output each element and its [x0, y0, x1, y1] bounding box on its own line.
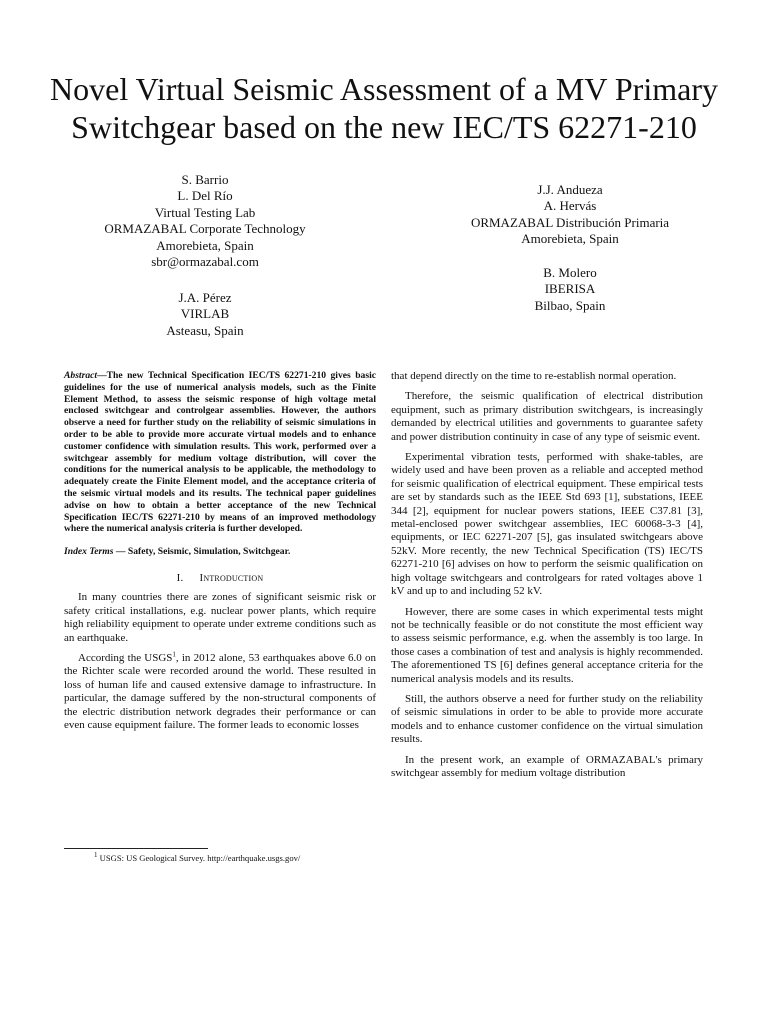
- footnote-text: USGS: US Geological Survey. http://earthquake.usgs.gov/: [97, 853, 301, 863]
- right-paragraph-0: that depend directly on the time to re-establish normal operation.: [391, 370, 677, 382]
- author-line: sbr@ormazabal.com: [151, 254, 259, 270]
- section-heading: [64, 572, 376, 585]
- footnote-divider: [64, 848, 208, 849]
- intro-paragraph-1: In many countries there are zones of significant seismic risk or safety critical installations, e.g. nuclear power plants, which require high reliability equipment to operate under extreme conditions such as an earthquake.: [64, 591, 376, 644]
- section-number: I.: [176, 571, 184, 584]
- author-line: Amorebieta, Spain: [521, 231, 619, 247]
- author-line: ORMAZABAL Corporate Technology: [104, 221, 306, 237]
- paper-title: Novel Virtual Seismic Assessment of a MV Primary Switchgear based on the new IEC/TS 62271-210: [50, 71, 718, 145]
- right-paragraph-4: Still, the authors observe a need for further study on the reliability of seismic simulations in order to be able to provide more accurate models and to enhance customer confidence on the virtual simulation results.: [391, 692, 703, 746]
- left-column: [64, 370, 376, 739]
- right-paragraph-5: In the present work, an example of ORMAZABAL's primary switchgear assembly for medium voltage distribution: [391, 753, 703, 779]
- author-block-andueza: [440, 182, 700, 248]
- index-terms: [64, 546, 376, 558]
- author-line: J.A. Pérez: [178, 290, 232, 305]
- right-column: [391, 370, 703, 787]
- right-paragraph-3: However, there are some cases in which experimental tests might not be technically feasible or do not constitute the most efficient way to assess seismic performance, e.g. when the assembly is too large. In those cases a combination of test and analysis is highly recommended. The aforementioned TS [6] defines general acceptance criteria for the numerical analysis models and its results.: [391, 605, 703, 685]
- author-line: S. Barrio: [181, 172, 229, 187]
- footnote: [64, 853, 376, 864]
- author-line: Asteasu, Spain: [166, 322, 244, 338]
- author-line: IBERISA: [544, 281, 596, 297]
- author-block-barrio: [90, 172, 320, 270]
- intro-paragraph-2: [64, 652, 376, 732]
- author-block-perez: [90, 290, 320, 339]
- abstract-text: The new Technical Specification IEC/TS 62271-210 gives basic guidelines for the use of numerical analysis models, such as the Finite Element Method, to assess the seismic response of high voltage metal enclosed switchgear and controlgear assemblies. However, the authors observe a need for further study on the reliability of seismic simulations in order to be able to provide more accurate virtual models and to enhance customer confidence with simulation results. This work, performed over a switchgear assembly for medium voltage distribution, will cover the conditions for the numerical analysis to be applicable, the methodology to adequately create the Finite Element model, and the acceptance criteria of the seismic virtual models and its results. The technical paper guidelines advise on how to obtain a better acceptance of the new Technical Specification IEC/TS 62271-210 by means of an improved methodology where the numerical analysis criteria is further developed.: [64, 370, 376, 535]
- author-line: L. Del Río: [177, 188, 233, 204]
- author-line: J.J. Andueza: [537, 182, 603, 197]
- index-terms-label: Index Terms: [64, 546, 114, 558]
- abstract-dash: —: [97, 370, 107, 381]
- footnote-ref: 1: [172, 650, 176, 659]
- author-line: Amorebieta, Spain: [156, 237, 254, 253]
- author-line: Bilbao, Spain: [534, 297, 606, 313]
- abstract-label: Abstract: [64, 370, 98, 381]
- author-line: Virtual Testing Lab: [154, 204, 256, 220]
- right-paragraph-1: Therefore, the seismic qualification of electrical distribution equipment, such as primary distribution switchgears, is increasingly demanded by electrical utilities and governments to guarantee safety and power distribution continuity in case of any type of seismic event.: [391, 390, 703, 443]
- author-line: A. Hervás: [543, 198, 597, 214]
- section-title: Introduction: [199, 571, 264, 584]
- author-line: B. Molero: [543, 265, 597, 280]
- index-terms-separator: —: [113, 546, 128, 558]
- intro-paragraph-2-start: According the USGS: [78, 651, 173, 664]
- author-block-molero: [440, 265, 700, 314]
- author-line: ORMAZABAL Distribución Primaria: [470, 214, 670, 230]
- index-terms-text: Safety, Seismic, Simulation, Switchgear.: [127, 546, 291, 558]
- intro-paragraph-2-rest: , in 2012 alone, 53 earthquakes above 6.0 on the Richter scale were recorded around the world. These resulted in loss of human life and caused extensive damage to infrastructure. In particular, the damage suffered by the non-structural components of the electric distribution network degrades their performance or can even cause equipment failure. The former leads to economic losses: [64, 651, 376, 732]
- right-paragraph-2: Experimental vibration tests, performed with shake-tables, are widely used and have been proven as a reliable and accepted method for seismic qualification of electrical equipment. These empirical tests are set by standards such as the IEEE Std 693 [1], substations, IEEE 344 [2], equipment for nuclear powers stations, IEEE C37.81 [3], metal-enclosed power switchgear assemblies, IEC 60068-3-3 [4], equipments, or IEC 62271-207 [5], gas insulated switchgears above 52kV. More recently, the new Technical Specification (TS) IEC/TS 62271-210 [6] advises on how to perform the seismic qualification on high voltage switchgears and controlgears for rated voltages above 1 kV and up to and including 52 kV.: [391, 451, 703, 598]
- abstract: [64, 370, 376, 535]
- footnote-mark: 1: [94, 851, 98, 860]
- author-line: VIRLAB: [180, 306, 230, 322]
